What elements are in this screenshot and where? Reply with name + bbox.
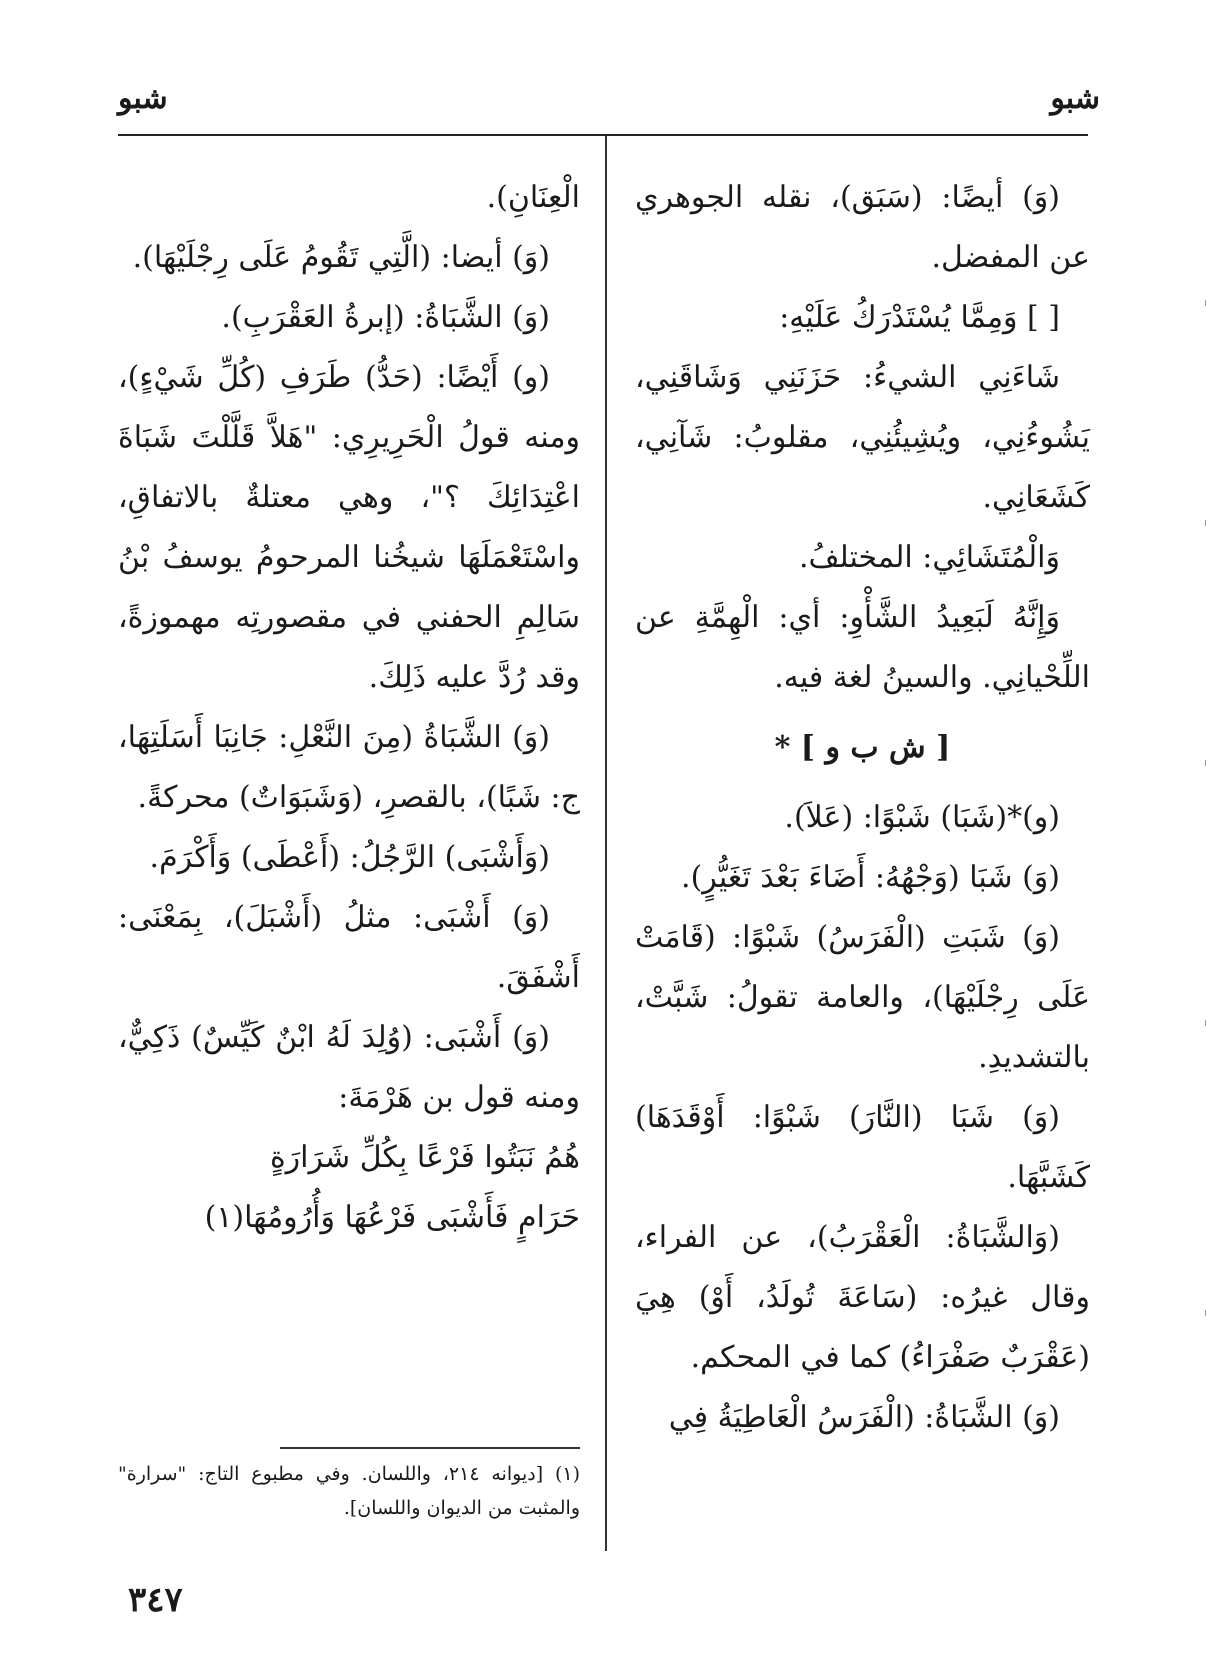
paragraph: (وَ) أَشْبَى: مثلُ (أَشْبَلَ)، بِمَعْنَى: أَشْفَقَ. xyxy=(118,900,580,995)
paragraph: شَاءَنِي الشيءُ: حَزَنَنِي وَشَاقَنِي، يَشُوءُنِي، ويُشِيئُنِي، مقلوبُ: شَآنِي، كَشَعَانِي. xyxy=(635,360,1090,515)
paragraph: (وَالشَّبَاةُ: الْعَقْرَبُ)، عن الفراء، وقال غيرُه: (سَاعَةَ تُولَدُ، أَوْ) هِيَ (عَقْرَبٌ صَفْرَاءُ) كما في المحكم. xyxy=(635,1220,1090,1375)
right-column xyxy=(635,168,1090,1448)
edge-mark xyxy=(1205,1020,1206,1026)
edge-mark xyxy=(1205,300,1206,306)
paragraph: وَالْمُتَشَائِي: المختلفُ. xyxy=(798,540,1060,575)
paragraph: (وَ) شَبَتِ (الْفَرَسُ) شَبْوًا: (قَامَتْ عَلَى رِجْلَيْهَا)، والعامة تقولُ: شَبَّتْ، بالتشديدِ. xyxy=(635,920,1090,1075)
edge-mark xyxy=(1205,1310,1206,1316)
paragraph: (وَ) أيضًا: (سَبَق)، نقله الجوهري عن المفضل. xyxy=(635,180,1090,275)
paragraph: (و)*(شَبَا) شَبْوًا: (عَلاَ). xyxy=(784,800,1060,835)
footnote: (١) [ديوانه ٢١٤، واللسان. وفي مطبوع التاج: "سرارة" والمثبت من الديوان واللسان]. xyxy=(118,1463,580,1519)
verse-line: هُمُ نَبَتُوا فَرْعًا بِكُلِّ شَرَارَةٍ xyxy=(269,1140,580,1175)
running-header-right: شبو xyxy=(1050,81,1100,116)
paragraph: (وَ) أَشْبَى: (وُلِدَ لَهُ ابْنٌ كَيِّسٌ) ذَكِيٌّ، ومنه قول بن هَرْمَةَ: xyxy=(118,1020,580,1115)
footnote-rule xyxy=(280,1447,580,1449)
paragraph: [ ] وَمِمَّا يُسْتَدْرَكُ عَلَيْهِ: xyxy=(779,300,1060,335)
edge-mark xyxy=(1205,520,1206,526)
running-header-left: شبو xyxy=(118,81,168,116)
column-divider xyxy=(605,136,607,1551)
verse-line: حَرَامٍ فَأَشْبَى فَرْعُهَا وَأُرُومُهَا(١) xyxy=(204,1200,580,1235)
paragraph: (وَ) أيضا: (الَّتِي تَقُومُ عَلَى رِجْلَيْهَا). xyxy=(132,240,550,275)
paragraph: (وَ) شَبَا (النَّارَ) شَبْوًا: أَوْقَدَهَا) كَشَبَّهَا. xyxy=(635,1100,1090,1195)
header-rule xyxy=(118,134,1088,136)
page-number: ٣٤٧ xyxy=(128,1580,183,1620)
entry-heading: [ ش ب و ] * xyxy=(774,730,951,765)
paragraph: (وَأَشْبَى) الرَّجُلُ: (أَعْطَى) وَأَكْرَمَ. xyxy=(149,840,550,875)
paragraph: الْعِنَانِ). xyxy=(486,180,580,215)
paragraph: (وَ) الشَّبَاةُ: (الْفَرَسُ الْعَاطِيَةُ فِي xyxy=(668,1400,1060,1435)
paragraph: وَإِنَّهُ لَبَعِيدُ الشَّأْوِ: أي: الْهِمَّةِ عن اللِّحْيانِي. والسينُ لغة فيه. xyxy=(635,600,1090,695)
edge-mark xyxy=(1205,760,1206,766)
paragraph: (وَ) شَبَا (وَجْهُهُ: أَضَاءَ بَعْدَ تَغَيُّرٍ). xyxy=(681,860,1060,895)
paragraph: (وَ) الشَّبَاةُ (مِنَ النَّعْلِ: جَانِبَا أَسَلَتِهَا، ج: شَبًا)، بالقصرِ، (وَشَبَوَاتٌ) محركةً. xyxy=(118,720,580,815)
left-column xyxy=(118,168,580,1248)
paragraph: (و) أَيْضًا: (حَدُّ) طَرَفِ (كُلِّ شَيْءٍ)، ومنه قولُ الْحَرِيرِي: "هَلاَّ قَلَّلْتَ شَبَاةَ اعْتِدَائِكَ ؟"، وهي معتلةٌ بالاتفاقِ، واسْتَعْمَلَهَا شيخُنا المرحومُ يوسفُ بْنُ سَالِمِ الحفني في مقصورتِه مهموزةً، وقد رُدَّ عليه ذَلِكَ. xyxy=(118,360,580,695)
paragraph: (وَ) الشَّبَاةُ: (إبرةُ العَقْرَبِ). xyxy=(221,300,550,335)
